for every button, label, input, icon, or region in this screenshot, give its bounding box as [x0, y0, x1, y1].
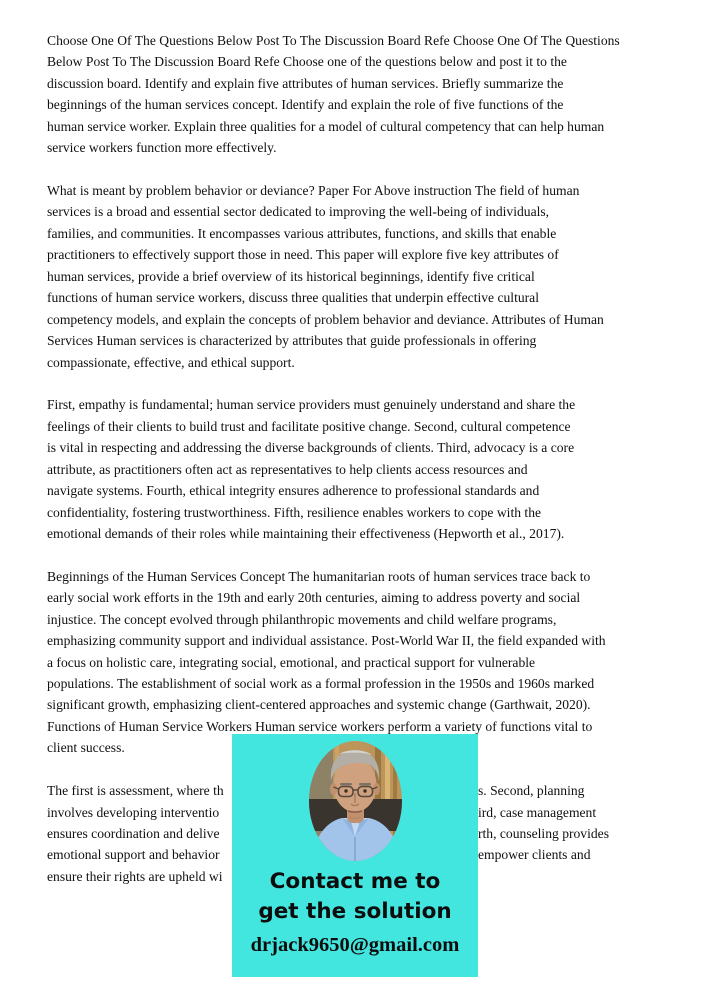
text-fragment-left: ensures coordination and delive: [47, 826, 220, 841]
paragraph: [47, 180, 667, 373]
text-line: feelings of their clients to build trust and facilitate positive change. Second, cultural competence: [47, 418, 571, 434]
text-line: navigate systems. Fourth, ethical integrity ensures adherence to professional standards and: [47, 483, 540, 499]
portrait-photo: [232, 741, 478, 861]
text-line: compassionate, effective, and ethical support.: [47, 354, 295, 370]
text-line: services is a broad and essential sector dedicated to improving the well-being of individuals,: [47, 204, 550, 220]
text-fragment-left: ensure their rights are upheld wi: [47, 868, 223, 884]
paragraph: [47, 30, 667, 159]
text-line: service workers function more effectively.: [47, 140, 277, 156]
text-fragment-right: s. Second, planning: [478, 783, 585, 799]
text-line: functions of human service workers, discuss three qualities that underpin effective cultural: [47, 290, 539, 306]
contact-heading-line1: Contact me to: [269, 869, 441, 894]
text-line: a focus on holistic care, integrating social, emotional, and practical support for vulnerable: [47, 654, 536, 670]
text-line: competency models, and explain the concepts of problem behavior and deviance. Attributes of Human: [47, 311, 604, 327]
contact-overlay-card: [232, 734, 478, 977]
text-line: Below Post To The Discussion Board Refe Choose one of the questions below and post it to the: [47, 54, 567, 70]
text-line: What is meant by problem behavior or deviance? Paper For Above instruction The field of human: [47, 183, 580, 199]
paragraph: [47, 566, 667, 759]
text-line: Choose One Of The Questions Below Post To The Discussion Board Refe Choose One Of The Questions: [47, 33, 620, 48]
text-line: is vital in respecting and addressing the diverse backgrounds of clients. Third, advocacy is a core: [47, 440, 575, 456]
text-fragment-left: The first is assessment, where th: [47, 783, 224, 799]
paragraph: [47, 394, 667, 544]
text-line: client success.: [47, 740, 125, 756]
text-line: human services, provide a brief overview of its historical beginnings, identify five critical: [47, 268, 535, 284]
text-fragment-left: emotional support and behavior: [47, 847, 220, 863]
text-line: human service worker. Explain three qualities for a model of cultural competency that can help human: [47, 118, 605, 134]
text-fragment-right: rth, counseling provides: [478, 826, 610, 841]
contact-heading-line2: get the solution: [258, 898, 452, 924]
text-line: practitioners to effectively support those in need. This paper will explore five key attributes of: [47, 247, 559, 263]
text-line: Functions of Human Service Workers Human service workers perform a variety of functions vital to: [47, 718, 593, 734]
text-fragment-left: involves developing interventio: [47, 804, 220, 820]
text-line: attribute, as practitioners often act as representatives to help clients access resources and: [47, 461, 528, 477]
text-line: beginnings of the human services concept. Identify and explain the role of five functions of the: [47, 97, 564, 113]
text-line: populations. The establishment of social work as a formal profession in the 1950s and 1960s marked: [47, 675, 595, 691]
contact-email: drjack9650@gmail.com: [250, 934, 460, 956]
text-line: confidentiality, fostering trustworthiness. Fifth, resilience enables workers to cope with the: [47, 504, 542, 520]
text-line: First, empathy is fundamental; human service providers must genuinely understand and share the: [47, 397, 576, 413]
text-line: significant growth, emphasizing client-centered approaches and systemic change (Garthwait, 2020).: [47, 697, 591, 713]
text-line: emotional demands of their roles while maintaining their effectiveness (Hepworth et al., 2017).: [47, 525, 565, 541]
text-fragment-right: empower clients and: [478, 847, 591, 863]
text-line: families, and communities. It encompasses various attributes, functions, and skills that enable: [47, 225, 557, 241]
text-line: Services Human services is characterized by attributes that guide professionals in offering: [47, 333, 537, 349]
text-line: injustice. The concept evolved through philanthropic movements and child welfare programs,: [47, 611, 557, 627]
text-line: early social work efforts in the 19th and early 20th centuries, aiming to address poverty and social: [47, 590, 581, 606]
portrait-photo-illustration: [309, 741, 402, 861]
text-line: Beginnings of the Human Services Concept The humanitarian roots of human services trace back to: [47, 568, 591, 584]
text-line: emphasizing community support and individual assistance. Post-World War II, the field expanded with: [47, 633, 606, 649]
text-fragment-right: ird, case management: [478, 804, 597, 820]
text-line: discussion board. Identify and explain five attributes of human services. Briefly summarize the: [47, 75, 564, 91]
